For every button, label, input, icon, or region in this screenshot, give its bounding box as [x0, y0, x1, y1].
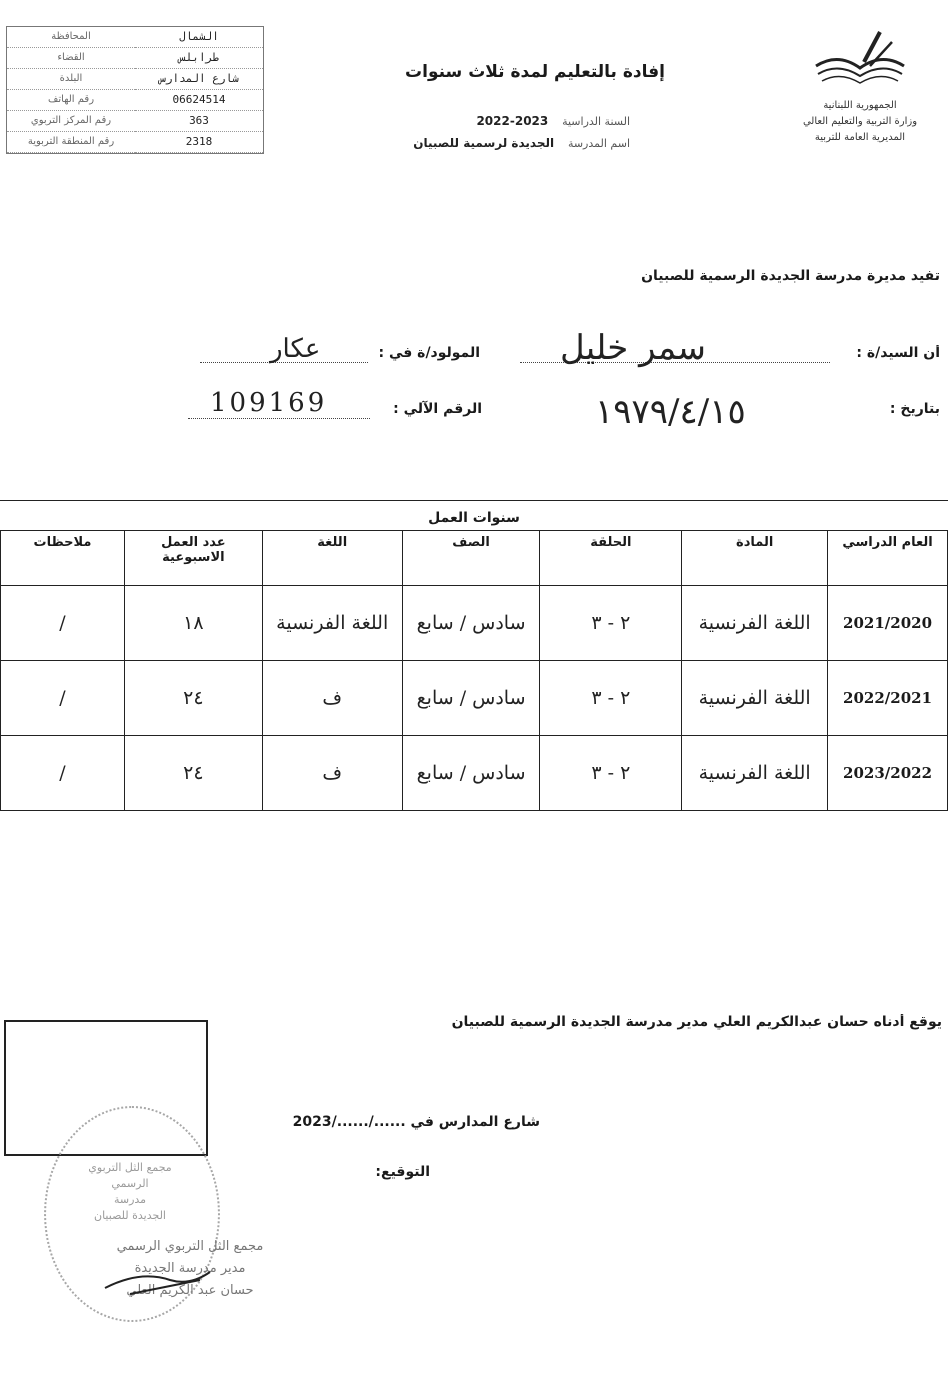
cell-language: ف [262, 736, 402, 811]
signature-line: مجمع الثل التربوي الرسمي [116, 1239, 264, 1254]
info-value: 2318 [135, 131, 263, 152]
place-date-line: شارع المدارس في ....../....../2023 [292, 1114, 540, 1130]
cell-year: 2022/2021 [828, 661, 948, 736]
ministry-line: المديرية العامة للتربية [814, 132, 906, 143]
cell-cycle: ٢ - ٣ [540, 586, 682, 661]
header-language: اللغة [262, 531, 402, 586]
ministry-logo-icon [808, 26, 912, 92]
header-hours: عدد العمل الاسبوعية [124, 531, 262, 586]
info-key: رقم المنطقة التربوية [7, 131, 135, 152]
cell-class: سادس / سابع [402, 661, 540, 736]
header-class: الصف [402, 531, 540, 586]
cell-cycle: ٢ - ٣ [540, 661, 682, 736]
ministry-line: وزارة التربية والتعليم العالي [802, 116, 918, 127]
cell-cycle: ٢ - ٣ [540, 736, 682, 811]
info-value: الشمال [135, 27, 263, 47]
cell-language: اللغة الفرنسية [262, 586, 402, 661]
cell-class: سادس / سابع [402, 736, 540, 811]
ministry-header [790, 98, 930, 146]
stamp-line: مدرسة [113, 1193, 147, 1206]
name-value: سمر خليل [560, 328, 706, 368]
cell-notes: / [1, 736, 125, 811]
handwritten-signature-icon [100, 1250, 220, 1300]
document-title: إفادة بالتعليم لمدة ثلاث سنوات [405, 62, 665, 82]
cell-notes: / [1, 586, 125, 661]
school-year-value: 2023-2022 [476, 114, 549, 128]
table-header-row [1, 531, 948, 586]
info-key: القضاء [7, 47, 135, 68]
cell-subject: اللغة الفرنسية [682, 661, 828, 736]
signature-line: مدير مدرسة الجديدة [134, 1261, 246, 1276]
cell-year: 2021/2020 [828, 586, 948, 661]
school-info-box [6, 26, 264, 154]
cell-hours: ١٨ [124, 586, 262, 661]
cell-notes: / [1, 661, 125, 736]
born-label: المولود/ة في : [378, 345, 480, 361]
cell-subject: اللغة الفرنسية [682, 586, 828, 661]
table-row [1, 586, 948, 661]
stamp-line: مجمع الثل التربوي الرسمي [88, 1161, 172, 1190]
cell-class: سادس / سابع [402, 586, 540, 661]
cell-subject: اللغة الفرنسية [682, 736, 828, 811]
stamp-line: الجديدة للصبيان [94, 1209, 166, 1222]
born-value: عكار [270, 334, 321, 364]
school-year-label: السنة الدراسية [562, 115, 630, 128]
school-name-line [360, 136, 630, 150]
ministry-line: الجمهورية اللبنانية [823, 100, 897, 111]
intro-line: تفيد مديرة مدرسة الجديدة الرسمية للصبيان [641, 268, 940, 284]
signer-line: يوقع أدناه حسان عبدالكريم العلي مدير مدرسة الجديدة الرسمية للصبيان [451, 1014, 942, 1030]
date-label: بتاريخ : [889, 401, 940, 417]
header-year: العام الدراسي [828, 531, 948, 586]
name-label: أن السيد/ة : [856, 345, 940, 361]
school-name-label: اسم المدرسة [567, 137, 630, 150]
work-years-table [0, 500, 948, 808]
info-value: 363 [135, 110, 263, 131]
info-key: رقم الهاتف [7, 89, 135, 110]
date-value: ١٩٧٩/٤/١٥ [595, 392, 746, 432]
info-key: المحافظة [7, 27, 135, 47]
info-value: شارع المدارس [135, 68, 263, 89]
cell-hours: ٢٤ [124, 736, 262, 811]
table-caption: سنوات العمل [0, 500, 948, 531]
table-row [1, 661, 948, 736]
school-name-value: الجديدة لرسمية للصبيان [413, 136, 555, 150]
reg-label: الرقم الآلي : [393, 401, 482, 417]
signature-label: التوقيع: [375, 1164, 430, 1180]
info-value: طرابلس [135, 47, 263, 68]
table-row [1, 736, 948, 811]
header-cycle: الحلقة [540, 531, 682, 586]
stamp-text [70, 1160, 190, 1224]
info-key: رقم المركز التربوي [7, 110, 135, 131]
cell-language: ف [262, 661, 402, 736]
school-year-line [420, 114, 630, 128]
cell-year: 2023/2022 [828, 736, 948, 811]
info-key: البلدة [7, 68, 135, 89]
reg-dotted-line [188, 418, 370, 419]
info-value: 06624514 [135, 89, 263, 110]
header-subject: المادة [682, 531, 828, 586]
cell-hours: ٢٤ [124, 661, 262, 736]
reg-value: 109169 [210, 388, 328, 418]
signature-line: حسان عبد الكريم العلي [126, 1283, 254, 1298]
header-notes: ملاحظات [1, 531, 125, 586]
